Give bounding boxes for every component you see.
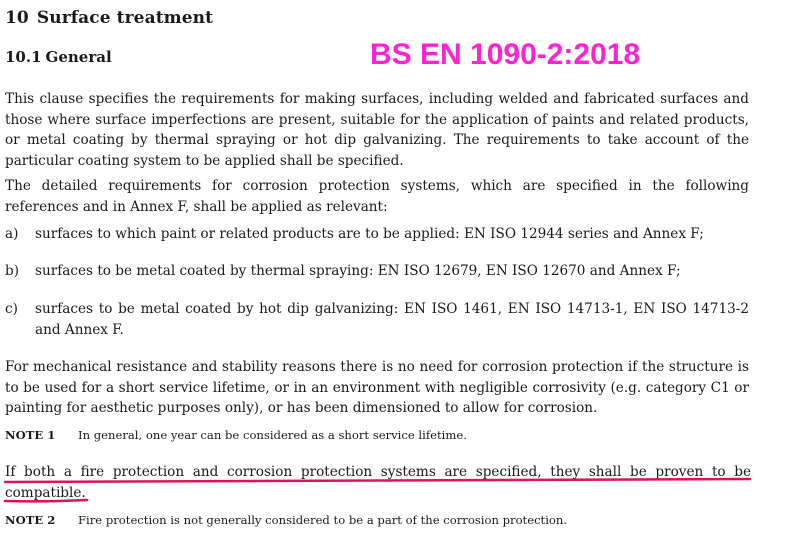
- section-heading: [5, 8, 213, 28]
- subsection-number: 10.1: [5, 48, 42, 66]
- note-1-label: NOTE 1: [5, 428, 56, 442]
- note-1-text: In general, one year can be considered as a short service lifetime.: [78, 428, 467, 442]
- section-number: 10: [5, 8, 29, 28]
- note-2-text: Fire protection is not generally considered to be a part of the corrosion protection.: [78, 513, 568, 527]
- list-item-label: a): [5, 226, 19, 242]
- list-item-text: surfaces to be metal coated by thermal spraying: EN ISO 12679, EN ISO 12670 and Annex F;: [35, 263, 681, 279]
- section-title: Surface treatment: [36, 8, 214, 28]
- list-item-label: c): [5, 301, 18, 317]
- subsection-title: General: [45, 48, 112, 66]
- standard-stamp: BS EN 1090-2:2018: [370, 38, 641, 71]
- note-2-label: NOTE 2: [5, 513, 56, 527]
- subsection-heading: [5, 48, 112, 66]
- paragraph-requirements: The detailed requirements for corrosion protection systems, which are specified in the following references and in Annex F, shall be applied as relevant:: [5, 178, 749, 215]
- paragraph-intro: This clause specifies the requirements for making surfaces, including welded and fabricated surfaces and those where surface imperfections are present, suitable for the application of paints and related products, or metal coating by thermal spraying or hot dip galvanizing. The requirements to take account of the particular coating system to be applied shall be specified.: [5, 91, 749, 169]
- list-item-label: b): [5, 263, 20, 279]
- list-item-text: surfaces to which paint or related products are to be applied: EN ISO 12944 series and Annex F;: [35, 226, 704, 242]
- list-item-text: surfaces to be metal coated by hot dip galvanizing: EN ISO 1461, EN ISO 14713-1, EN ISO 14713-2 and Annex F.: [35, 301, 749, 338]
- paragraph-mechanical: For mechanical resistance and stability reasons there is no need for corrosion protection if the structure is to be used for a short service lifetime, or in an environment with negligible corrosivity (e.g. category C1 or painting for aesthetic purposes only), or has been dimensioned to allow for corrosion.: [5, 359, 749, 416]
- highlighted-paragraph: If both a fire protection and corrosion protection systems are specified, they shall be proven to be compatible.: [5, 464, 751, 501]
